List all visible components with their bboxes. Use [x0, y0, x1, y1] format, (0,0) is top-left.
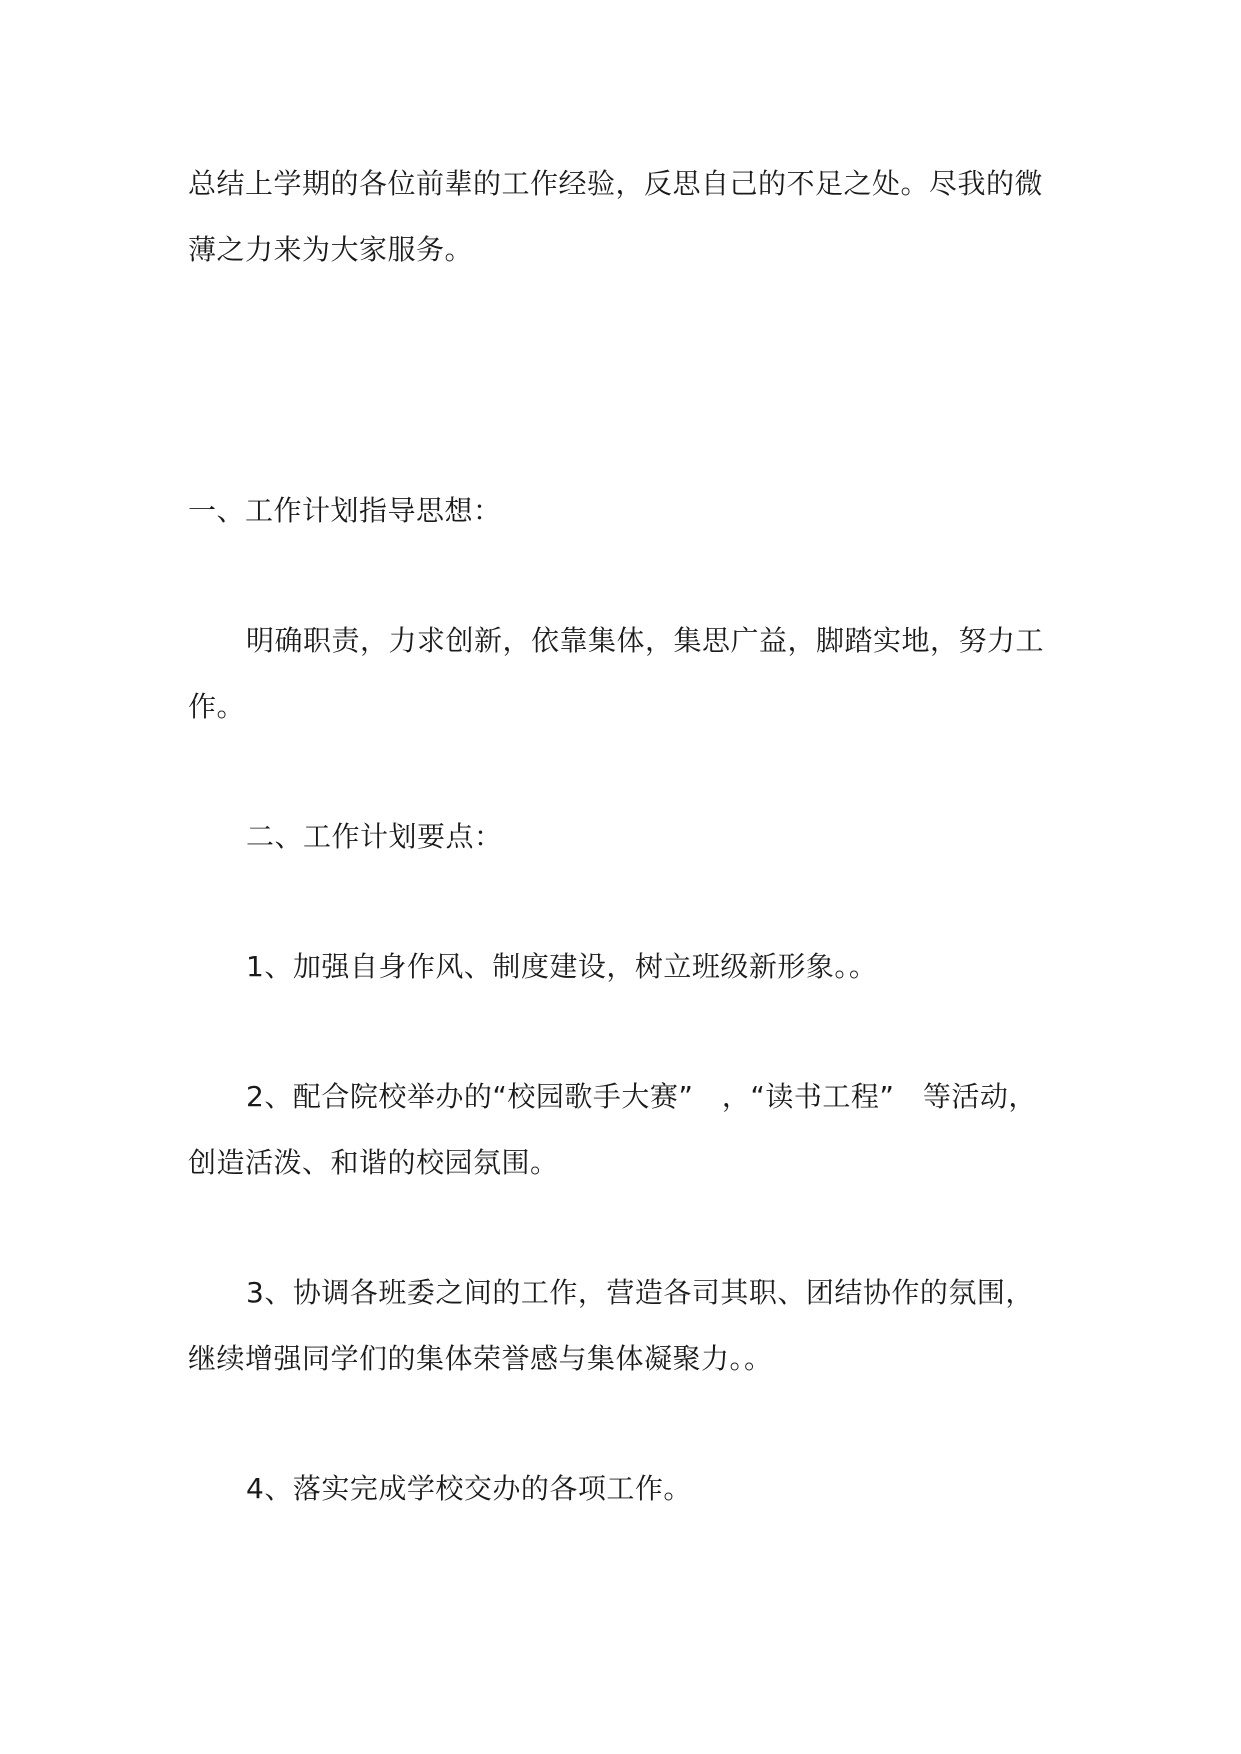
section-1-body-line-2: 作。 [188, 690, 246, 723]
list-item-3-line-1: 3、协调各班委之间的工作，营造各司其职、团结协作的氛围， [246, 1276, 1034, 1309]
intro-text-line-1: 总结上学期的各位前辈的工作经验，反思自己的不足之处。尽我的微 [188, 167, 1044, 200]
list-item-2-line-1: 2、配合院校举办的“校园歌手大赛” ，“读书工程” 等活动， [246, 1080, 1037, 1113]
section-1-heading: 一、工作计划指导思想： [188, 494, 502, 527]
intro-text-line-2: 薄之力来为大家服务。 [188, 233, 474, 266]
section-1-body-line-1: 明确职责，力求创新，依靠集体，集思广益，脚踏实地，努力工 [246, 624, 1045, 657]
list-item-3-line-2: 继续增强同学们的集体荣誉感与集体凝聚力。。 [188, 1342, 773, 1375]
list-item-1: 1、加强自身作风、制度建设，树立班级新形象。。 [246, 950, 878, 983]
list-item-4: 4、落实完成学校交办的各项工作。 [246, 1472, 692, 1505]
section-2-heading: 二、工作计划要点： [246, 820, 503, 853]
list-item-2-line-2: 创造活泼、和谐的校园氛围。 [188, 1146, 559, 1179]
